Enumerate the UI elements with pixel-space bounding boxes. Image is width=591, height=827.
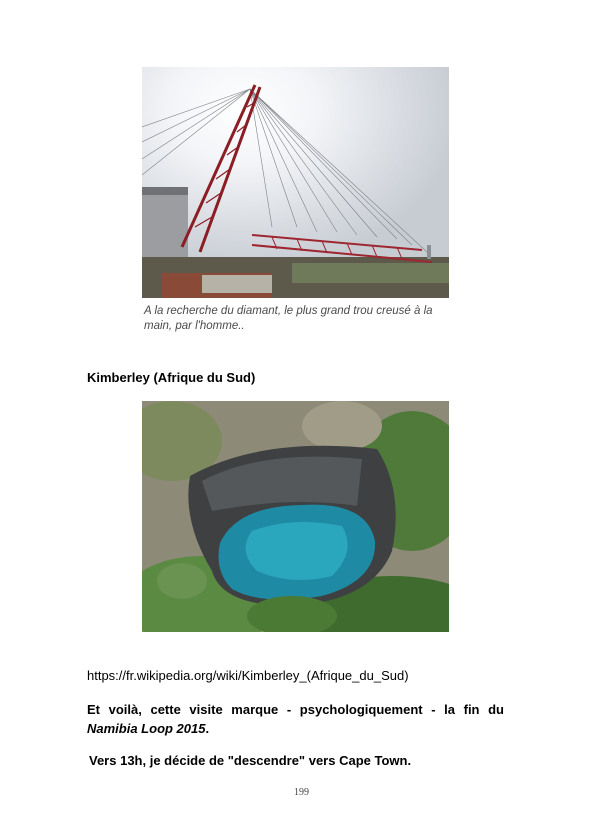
paragraph-text: Et voilà, cette visite marque - psychologiquement - la fin du [87,702,504,717]
paragraph-end: . [205,721,210,736]
page-number: 199 [294,787,309,798]
source-url: https://fr.wikipedia.org/wiki/Kimberley_(Afrique_du_Sud) [87,668,409,683]
body-paragraph [87,700,504,738]
photo-caption: A la recherche du diamant, le plus grand trou creusé à la main, par l'homme.. [144,305,433,332]
big-hole-photo [142,401,449,632]
headgear-photo [142,67,449,298]
section-heading: Kimberley (Afrique du Sud) [87,370,256,385]
body-paragraph-2: Vers 13h, je décide de "descendre" vers Cape Town. [89,753,412,768]
trip-name: Namibia Loop 2015 [87,721,206,736]
